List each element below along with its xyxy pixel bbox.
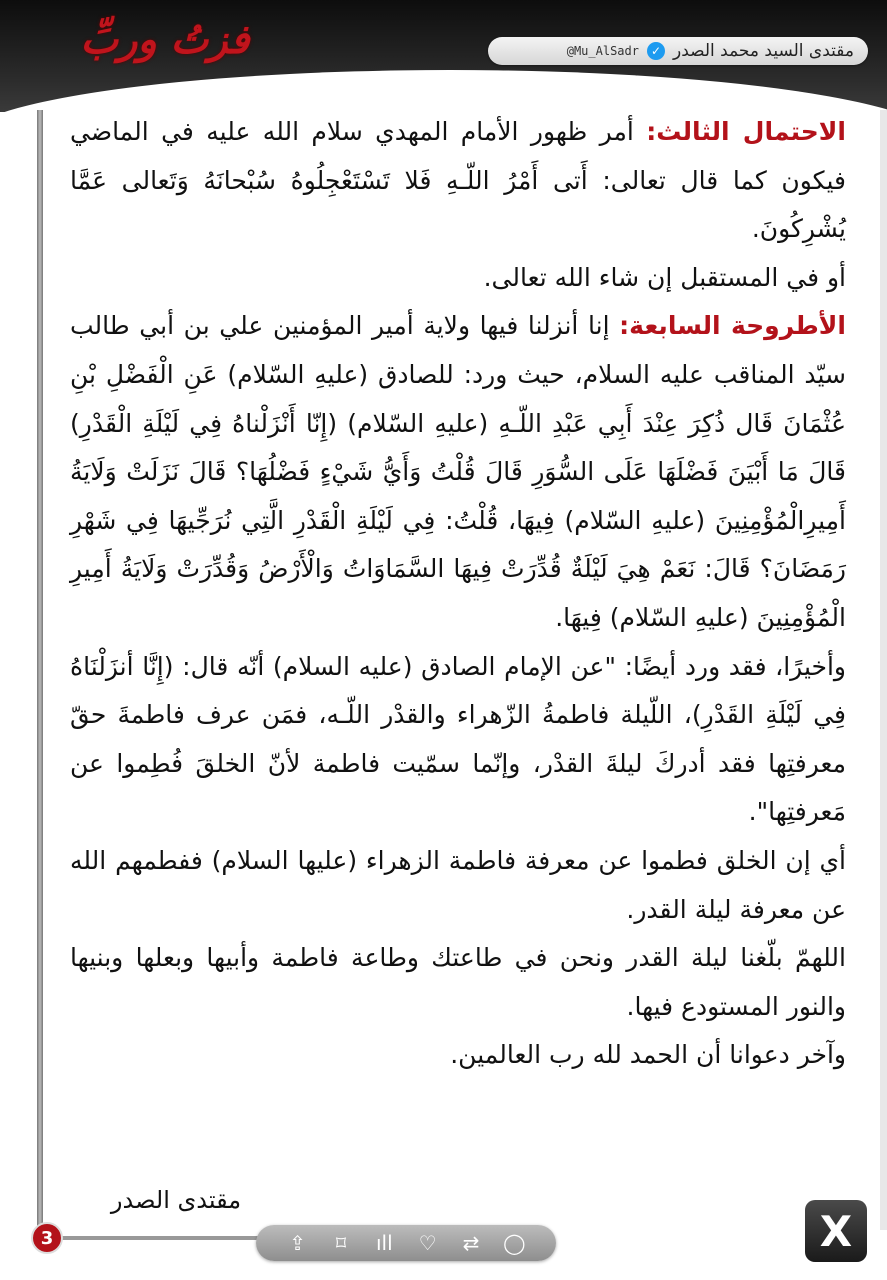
paragraph-text: أي إن الخلق فطموا عن معرفة فاطمة الزهراء (عليها السلام) ففطمهم الله عن معرفة ليلة القدر. (70, 845, 846, 924)
account-name[interactable]: مقتدى السيد محمد الصدر (672, 41, 854, 61)
account-handle[interactable]: @Mu_AlSadr (566, 44, 639, 58)
paragraph-text: وأخيرًا، فقد ورد أيضًا: "عن الإمام الصادق (عليه السلام) أنّه قال: (إِنَّا أنزَلْنَاهُ فِي لَيْلَةِ القَدْرِ)، اللّيلة فاطمةُ الزّهراء والقدْر اللّـه، فمَن عرف فاطمةَ حقّ معرفتِها فقد أدركَ ليلةَ القدْر، وإنّما سمّيت فاطمة لأنّ الخلقَ فُطِموا عن مَعرفتِها". (70, 651, 846, 827)
paragraph-seventh-thesis (70, 302, 846, 642)
page-number-badge: 3 (31, 1222, 63, 1254)
paragraph-text: أمر ظهور الأمام المهدي سلام الله عليه في الماضي فيكون كما قال تعالى: أَتى أَمْرُ اللّـهِ فَلا تَسْتَعْجِلُوهُ سُبْحانَهُ وَتَعالى عَمَّا يُشْرِكُونَ. (70, 117, 846, 244)
paragraph-text: وآخر دعوانا أن الحمد لله رب العالمين. (450, 1040, 846, 1070)
verified-badge-icon: ✓ (647, 42, 665, 60)
account-pill[interactable] (488, 37, 868, 65)
section-label: الأطروحة السابعة: (619, 311, 846, 341)
paragraph-text: اللهمّ بلّغنا ليلة القدر ونحن في طاعتك وطاعة فاطمة وأبيها وبعلها وبنيها والنور المستودع فيها. (70, 943, 846, 1021)
right-border-line (880, 110, 887, 1230)
section-label: الاحتمال الثالث: (646, 117, 846, 146)
like-icon[interactable]: ♡ (418, 1231, 437, 1255)
post-action-bar (256, 1225, 556, 1261)
bookmark-icon[interactable]: ⌑ (335, 1231, 347, 1255)
views-icon[interactable]: ıll (375, 1231, 393, 1255)
share-icon[interactable]: ⇪ (289, 1231, 307, 1255)
paragraph-third-possibility (70, 108, 846, 254)
brand-logo: فزتُ وربِّ (80, 16, 250, 63)
signature: مقتدى الصدر (110, 1186, 242, 1214)
post-body (70, 108, 846, 1080)
repost-icon[interactable]: ⇄ (462, 1231, 480, 1255)
reply-icon[interactable]: ◯ (503, 1231, 526, 1255)
paragraph-text: أو في المستقبل إن شاء الله تعالى. (483, 262, 846, 292)
x-logo-icon: X (805, 1200, 867, 1262)
paragraph-text: إنا أنزلنا فيها ولاية أمير المؤمنين علي بن أبي طالب سيّد المناقب عليه السلام، حيث ورد: للصادق (عليهِ السّلام) عَنِ الْفَضْلِ بْنِ عُثْمَانَ قَال ذُكِرَ عِنْدَ أَبِي عَبْدِ اللّـهِ (عليهِ السّلام) (إِنّا أَنْزَلْناهُ فِي لَيْلَةِ الْقَدْرِ) قَالَ مَا أَبْيَنَ فَضْلَهَا عَلَى السُّوَرِ قَالَ قُلْتُ وَأَيُّ شَيْءٍ فَضْلُهَا؟ قَالَ نَزَلَتْ وَلَايَةُ أَمِيرِالْمُؤْمِنِينَ (عليهِ السّلام) فِيهَا، قُلْتُ: فِي لَيْلَةِ الْقَدْرِ الَّتِي نُرَجِّيهَا فِي شَهْرِ رَمَضَانَ؟ قَالَ: نَعَمْ هِيَ لَيْلَةٌ قُدِّرَتْ فِيهَا السَّمَاوَاتُ وَالْأَرْضُ وَقُدِّرَتْ وَلَايَةُ أَمِيرِ الْمُؤْمِنِينَ (عليهِ السّلام) فِيهَا. (70, 311, 846, 632)
footer-line (60, 1236, 260, 1240)
left-border-line (37, 110, 43, 1230)
